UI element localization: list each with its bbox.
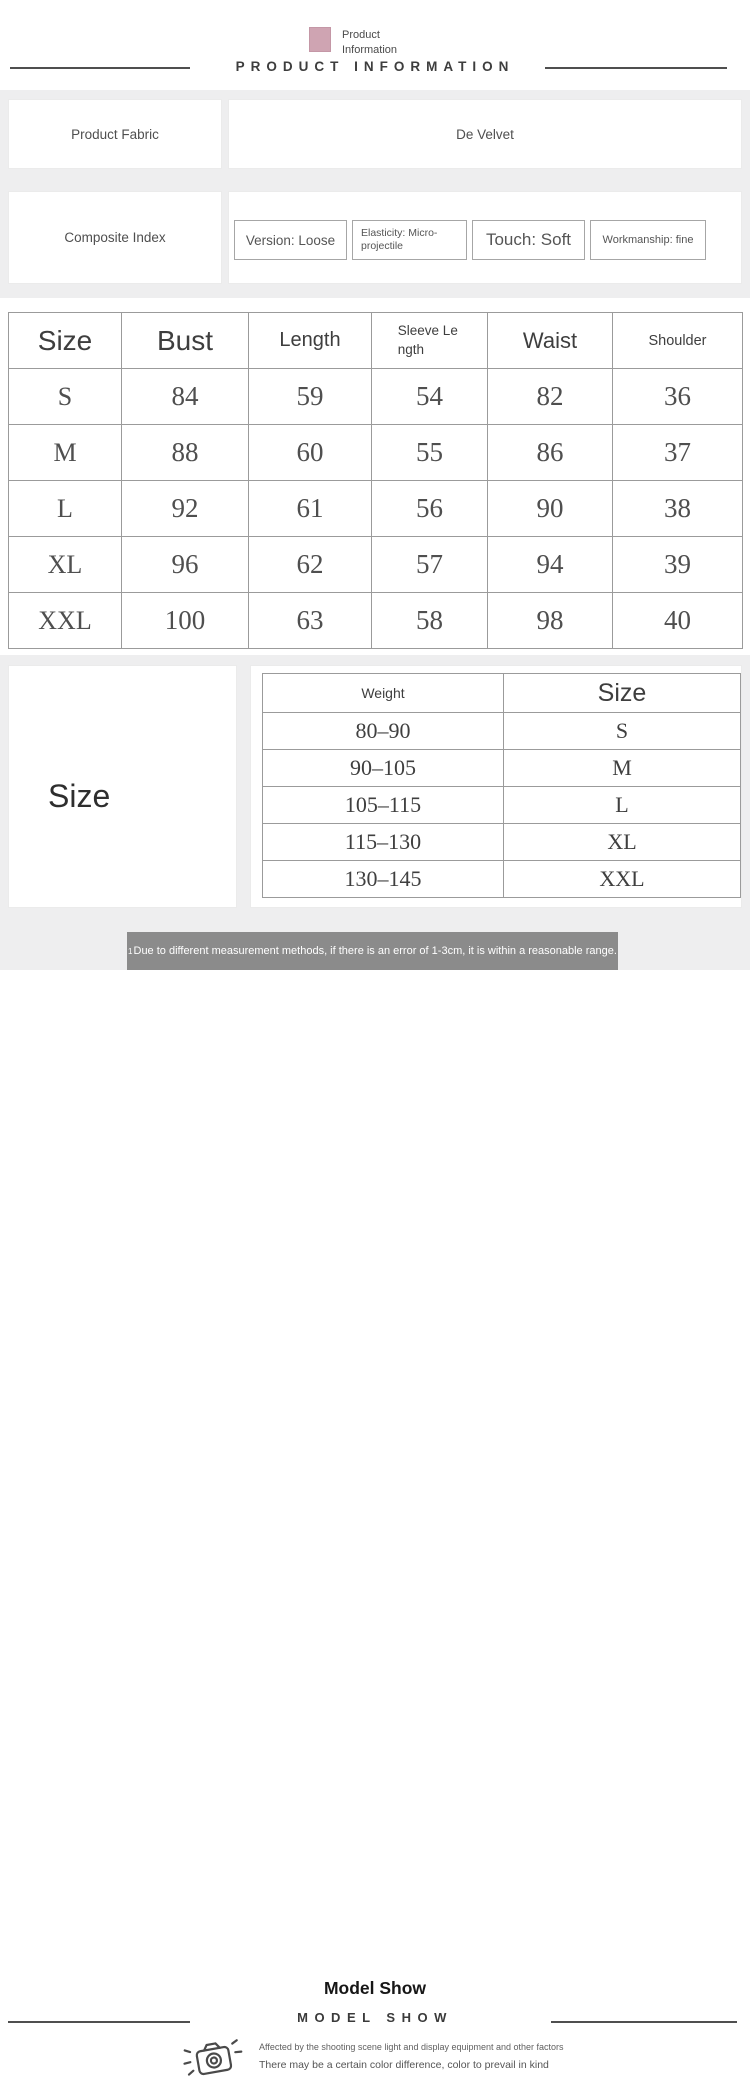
header-badge-text (342, 28, 397, 58)
cell-shoulder: 36 (613, 369, 743, 425)
cell-weight-range: 80–90 (263, 713, 504, 750)
cell-weight-size: M (504, 750, 741, 787)
cell-waist: 98 (488, 593, 613, 649)
cell-waist: 86 (488, 425, 613, 481)
pink-square-icon (309, 27, 331, 52)
header-divider-right (545, 67, 727, 69)
cell-bust: 84 (122, 369, 249, 425)
weight-size-table (262, 673, 741, 898)
col-header-weight: Weight (263, 674, 504, 713)
table-row (263, 750, 741, 787)
cell-bust: 88 (122, 425, 249, 481)
cell-shoulder: 37 (613, 425, 743, 481)
col-header-sleeve-length: Sleeve Length (372, 313, 488, 369)
note-text: Due to different measurement methods, if there is an error of 1-3cm, it is within a reasonable range. (133, 945, 617, 957)
model-show-divider-right (551, 2021, 737, 2023)
chip-elasticity: Elasticity: Micro-projectile (352, 220, 467, 260)
note-superscript: 1 (128, 946, 133, 956)
model-show-subtitle: MODEL SHOW (297, 2010, 453, 2025)
table-row (263, 861, 741, 898)
cell-length: 59 (249, 369, 372, 425)
cell-shoulder: 39 (613, 537, 743, 593)
badge-line1: Product (342, 29, 380, 41)
cell-size: L (9, 481, 122, 537)
header-section (0, 0, 750, 90)
cell-length: 62 (249, 537, 372, 593)
composite-label-box (8, 191, 222, 284)
size-section-label: Size (48, 778, 111, 814)
composite-chip-row (234, 220, 706, 260)
fabric-label: Product Fabric (71, 126, 159, 142)
size-table-header-row (9, 313, 743, 369)
cell-size: S (9, 369, 122, 425)
cell-bust: 92 (122, 481, 249, 537)
cell-length: 60 (249, 425, 372, 481)
table-row (9, 593, 743, 649)
cell-size: XL (9, 537, 122, 593)
size-measurement-table (8, 312, 743, 649)
table-row (9, 537, 743, 593)
cell-sleeve: 54 (372, 369, 488, 425)
cell-length: 63 (249, 593, 372, 649)
cell-weight-range: 115–130 (263, 824, 504, 861)
cell-bust: 96 (122, 537, 249, 593)
cell-sleeve: 55 (372, 425, 488, 481)
cell-size: XXL (9, 593, 122, 649)
composite-label: Composite Index (64, 230, 166, 245)
cell-shoulder: 38 (613, 481, 743, 537)
cell-shoulder: 40 (613, 593, 743, 649)
cell-weight-size: XL (504, 824, 741, 861)
cell-waist: 82 (488, 369, 613, 425)
cell-waist: 94 (488, 537, 613, 593)
cell-length: 61 (249, 481, 372, 537)
cell-weight-size: XXL (504, 861, 741, 898)
col-header-size: Size (9, 313, 122, 369)
cell-sleeve: 56 (372, 481, 488, 537)
measurement-note-bar (127, 932, 618, 970)
camera-icon (181, 2034, 247, 2084)
cell-weight-range: 130–145 (263, 861, 504, 898)
col-header-bust: Bust (122, 313, 249, 369)
col-header-waist: Waist (488, 313, 613, 369)
model-show-caption-2: There may be a certain color difference, color to prevail in kind (259, 2059, 549, 2071)
table-row (263, 824, 741, 861)
page-title: PRODUCT INFORMATION (235, 59, 515, 74)
fabric-label-box (8, 99, 222, 169)
chip-workmanship: Workmanship: fine (590, 220, 706, 260)
table-row (263, 713, 741, 750)
fabric-value-box (228, 99, 742, 169)
fabric-value: De Velvet (456, 126, 514, 142)
table-row (9, 481, 743, 537)
cell-size: M (9, 425, 122, 481)
table-row (9, 369, 743, 425)
chip-version: Version: Loose (234, 220, 347, 260)
cell-bust: 100 (122, 593, 249, 649)
cell-weight-range: 90–105 (263, 750, 504, 787)
col-header-shoulder: Shoulder (613, 313, 743, 369)
table-row (263, 787, 741, 824)
weight-table-header-row (263, 674, 741, 713)
table-row (9, 425, 743, 481)
cell-weight-range: 105–115 (263, 787, 504, 824)
size-section-label-box (8, 665, 237, 908)
model-show-title: Model Show (323, 1978, 427, 1998)
col-header-length: Length (249, 313, 372, 369)
chip-touch: Touch: Soft (472, 220, 585, 260)
badge-line2: Information (342, 43, 398, 56)
col-header-wsize: Size (504, 674, 741, 713)
cell-sleeve: 57 (372, 537, 488, 593)
cell-waist: 90 (488, 481, 613, 537)
cell-weight-size: L (504, 787, 741, 824)
cell-weight-size: S (504, 713, 741, 750)
model-show-section (0, 970, 750, 2071)
cell-sleeve: 58 (372, 593, 488, 649)
model-show-caption-1: Affected by the shooting scene light and display equipment and other factors (259, 2042, 564, 2052)
